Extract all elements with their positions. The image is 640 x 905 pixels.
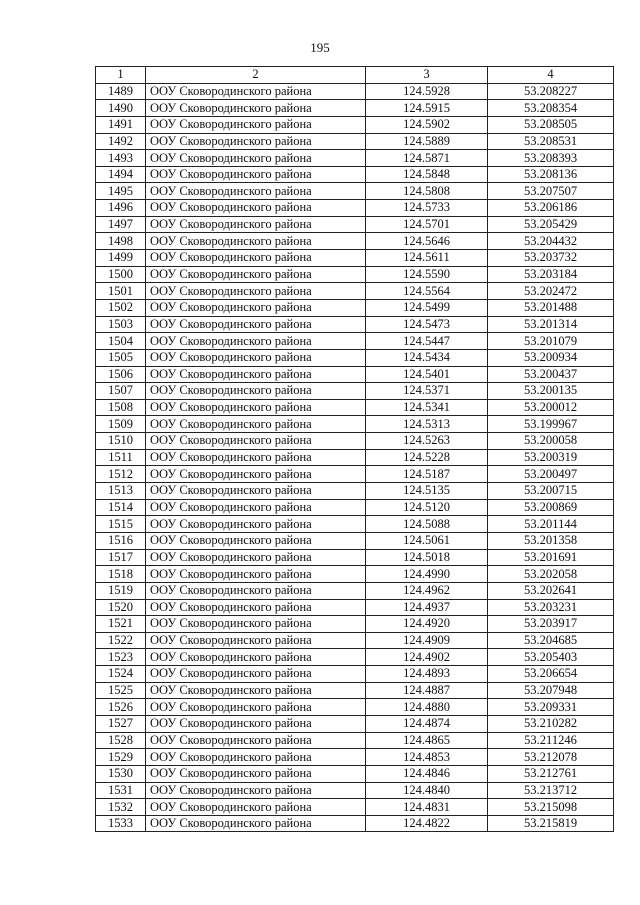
latitude-cell: 53.208505 bbox=[488, 116, 614, 133]
district-name-cell: ООУ Сковородинского района bbox=[146, 166, 366, 183]
table-row bbox=[96, 366, 614, 383]
longitude-cell: 124.5848 bbox=[366, 166, 488, 183]
latitude-cell: 53.200715 bbox=[488, 483, 614, 500]
longitude-cell: 124.5187 bbox=[366, 466, 488, 483]
row-number-cell: 1502 bbox=[96, 299, 146, 316]
latitude-cell: 53.200497 bbox=[488, 466, 614, 483]
longitude-cell: 124.4840 bbox=[366, 782, 488, 799]
district-name-cell: ООУ Сковородинского района bbox=[146, 715, 366, 732]
row-number-cell: 1510 bbox=[96, 433, 146, 450]
row-number-cell: 1522 bbox=[96, 632, 146, 649]
column-header: 2 bbox=[146, 67, 366, 84]
latitude-cell: 53.201488 bbox=[488, 299, 614, 316]
latitude-cell: 53.199967 bbox=[488, 416, 614, 433]
latitude-cell: 53.210282 bbox=[488, 715, 614, 732]
longitude-cell: 124.5733 bbox=[366, 200, 488, 217]
latitude-cell: 53.201079 bbox=[488, 333, 614, 350]
longitude-cell: 124.5564 bbox=[366, 283, 488, 300]
row-number-cell: 1494 bbox=[96, 166, 146, 183]
longitude-cell: 124.5263 bbox=[366, 433, 488, 450]
column-header: 3 bbox=[366, 67, 488, 84]
longitude-cell: 124.5473 bbox=[366, 316, 488, 333]
longitude-cell: 124.5590 bbox=[366, 266, 488, 283]
district-name-cell: ООУ Сковородинского района bbox=[146, 566, 366, 583]
district-name-cell: ООУ Сковородинского района bbox=[146, 200, 366, 217]
table-row bbox=[96, 316, 614, 333]
latitude-cell: 53.208393 bbox=[488, 150, 614, 167]
row-number-cell: 1509 bbox=[96, 416, 146, 433]
longitude-cell: 124.5447 bbox=[366, 333, 488, 350]
latitude-cell: 53.203917 bbox=[488, 616, 614, 633]
table-row bbox=[96, 699, 614, 716]
district-name-cell: ООУ Сковородинского района bbox=[146, 499, 366, 516]
district-name-cell: ООУ Сковородинского района bbox=[146, 782, 366, 799]
latitude-cell: 53.200012 bbox=[488, 399, 614, 416]
table-row bbox=[96, 266, 614, 283]
longitude-cell: 124.5061 bbox=[366, 532, 488, 549]
latitude-cell: 53.208136 bbox=[488, 166, 614, 183]
longitude-cell: 124.5915 bbox=[366, 100, 488, 117]
longitude-cell: 124.5646 bbox=[366, 233, 488, 250]
district-name-cell: ООУ Сковородинского района bbox=[146, 299, 366, 316]
district-name-cell: ООУ Сковородинского района bbox=[146, 666, 366, 683]
longitude-cell: 124.4880 bbox=[366, 699, 488, 716]
district-name-cell: ООУ Сковородинского района bbox=[146, 349, 366, 366]
latitude-cell: 53.205429 bbox=[488, 216, 614, 233]
longitude-cell: 124.5401 bbox=[366, 366, 488, 383]
latitude-cell: 53.204432 bbox=[488, 233, 614, 250]
latitude-cell: 53.205403 bbox=[488, 649, 614, 666]
latitude-cell: 53.202058 bbox=[488, 566, 614, 583]
latitude-cell: 53.201358 bbox=[488, 532, 614, 549]
table-row bbox=[96, 116, 614, 133]
longitude-cell: 124.4865 bbox=[366, 732, 488, 749]
district-name-cell: ООУ Сковородинского района bbox=[146, 183, 366, 200]
row-number-cell: 1491 bbox=[96, 116, 146, 133]
longitude-cell: 124.5120 bbox=[366, 499, 488, 516]
table-row bbox=[96, 749, 614, 766]
row-number-cell: 1526 bbox=[96, 699, 146, 716]
longitude-cell: 124.5871 bbox=[366, 150, 488, 167]
table-row bbox=[96, 466, 614, 483]
district-name-cell: ООУ Сковородинского района bbox=[146, 83, 366, 100]
district-name-cell: ООУ Сковородинского района bbox=[146, 699, 366, 716]
longitude-cell: 124.5088 bbox=[366, 516, 488, 533]
table-row bbox=[96, 666, 614, 683]
district-name-cell: ООУ Сковородинского района bbox=[146, 815, 366, 832]
table-row bbox=[96, 233, 614, 250]
table-row bbox=[96, 499, 614, 516]
longitude-cell: 124.5928 bbox=[366, 83, 488, 100]
district-name-cell: ООУ Сковородинского района bbox=[146, 399, 366, 416]
latitude-cell: 53.211246 bbox=[488, 732, 614, 749]
table-row bbox=[96, 200, 614, 217]
row-number-cell: 1517 bbox=[96, 549, 146, 566]
district-name-cell: ООУ Сковородинского района bbox=[146, 765, 366, 782]
latitude-cell: 53.212761 bbox=[488, 765, 614, 782]
longitude-cell: 124.5313 bbox=[366, 416, 488, 433]
latitude-cell: 53.203231 bbox=[488, 599, 614, 616]
latitude-cell: 53.204685 bbox=[488, 632, 614, 649]
column-header: 1 bbox=[96, 67, 146, 84]
longitude-cell: 124.4831 bbox=[366, 799, 488, 816]
district-name-cell: ООУ Сковородинского района bbox=[146, 749, 366, 766]
table-row bbox=[96, 799, 614, 816]
district-name-cell: ООУ Сковородинского района bbox=[146, 316, 366, 333]
longitude-cell: 124.4874 bbox=[366, 715, 488, 732]
row-number-cell: 1516 bbox=[96, 532, 146, 549]
table-row bbox=[96, 150, 614, 167]
row-number-cell: 1523 bbox=[96, 649, 146, 666]
table-row bbox=[96, 433, 614, 450]
table-row bbox=[96, 582, 614, 599]
row-number-cell: 1508 bbox=[96, 399, 146, 416]
row-number-cell: 1530 bbox=[96, 765, 146, 782]
row-number-cell: 1496 bbox=[96, 200, 146, 217]
row-number-cell: 1515 bbox=[96, 516, 146, 533]
district-name-cell: ООУ Сковородинского района bbox=[146, 649, 366, 666]
row-number-cell: 1521 bbox=[96, 616, 146, 633]
latitude-cell: 53.209331 bbox=[488, 699, 614, 716]
table-row bbox=[96, 649, 614, 666]
table-row bbox=[96, 133, 614, 150]
row-number-cell: 1525 bbox=[96, 682, 146, 699]
row-number-cell: 1532 bbox=[96, 799, 146, 816]
latitude-cell: 53.206186 bbox=[488, 200, 614, 217]
longitude-cell: 124.5701 bbox=[366, 216, 488, 233]
row-number-cell: 1527 bbox=[96, 715, 146, 732]
latitude-cell: 53.200869 bbox=[488, 499, 614, 516]
longitude-cell: 124.4937 bbox=[366, 599, 488, 616]
latitude-cell: 53.202641 bbox=[488, 582, 614, 599]
longitude-cell: 124.4902 bbox=[366, 649, 488, 666]
latitude-cell: 53.201691 bbox=[488, 549, 614, 566]
district-name-cell: ООУ Сковородинского района bbox=[146, 516, 366, 533]
table-row bbox=[96, 483, 614, 500]
row-number-cell: 1493 bbox=[96, 150, 146, 167]
longitude-cell: 124.4853 bbox=[366, 749, 488, 766]
longitude-cell: 124.5018 bbox=[366, 549, 488, 566]
table-row bbox=[96, 333, 614, 350]
district-name-cell: ООУ Сковородинского района bbox=[146, 433, 366, 450]
latitude-cell: 53.208354 bbox=[488, 100, 614, 117]
latitude-cell: 53.207507 bbox=[488, 183, 614, 200]
table-row bbox=[96, 549, 614, 566]
district-name-cell: ООУ Сковородинского района bbox=[146, 366, 366, 383]
longitude-cell: 124.4887 bbox=[366, 682, 488, 699]
coordinates-table bbox=[95, 66, 614, 832]
district-name-cell: ООУ Сковородинского района bbox=[146, 616, 366, 633]
latitude-cell: 53.201314 bbox=[488, 316, 614, 333]
row-number-cell: 1498 bbox=[96, 233, 146, 250]
latitude-cell: 53.200135 bbox=[488, 383, 614, 400]
district-name-cell: ООУ Сковородинского района bbox=[146, 532, 366, 549]
district-name-cell: ООУ Сковородинского района bbox=[146, 483, 366, 500]
table-row bbox=[96, 566, 614, 583]
row-number-cell: 1499 bbox=[96, 250, 146, 267]
table-row bbox=[96, 283, 614, 300]
longitude-cell: 124.5808 bbox=[366, 183, 488, 200]
latitude-cell: 53.202472 bbox=[488, 283, 614, 300]
row-number-cell: 1489 bbox=[96, 83, 146, 100]
row-number-cell: 1514 bbox=[96, 499, 146, 516]
longitude-cell: 124.4893 bbox=[366, 666, 488, 683]
table-row bbox=[96, 782, 614, 799]
table-row bbox=[96, 83, 614, 100]
district-name-cell: ООУ Сковородинского района bbox=[146, 449, 366, 466]
latitude-cell: 53.215098 bbox=[488, 799, 614, 816]
district-name-cell: ООУ Сковородинского района bbox=[146, 333, 366, 350]
table-row bbox=[96, 532, 614, 549]
row-number-cell: 1528 bbox=[96, 732, 146, 749]
row-number-cell: 1490 bbox=[96, 100, 146, 117]
table-row bbox=[96, 765, 614, 782]
longitude-cell: 124.5889 bbox=[366, 133, 488, 150]
table-row bbox=[96, 732, 614, 749]
row-number-cell: 1519 bbox=[96, 582, 146, 599]
longitude-cell: 124.5434 bbox=[366, 349, 488, 366]
district-name-cell: ООУ Сковородинского района bbox=[146, 682, 366, 699]
row-number-cell: 1500 bbox=[96, 266, 146, 283]
table-row bbox=[96, 599, 614, 616]
table-row bbox=[96, 250, 614, 267]
table-row bbox=[96, 682, 614, 699]
table-row bbox=[96, 399, 614, 416]
longitude-cell: 124.5228 bbox=[366, 449, 488, 466]
latitude-cell: 53.200934 bbox=[488, 349, 614, 366]
longitude-cell: 124.5371 bbox=[366, 383, 488, 400]
latitude-cell: 53.200437 bbox=[488, 366, 614, 383]
district-name-cell: ООУ Сковородинского района bbox=[146, 416, 366, 433]
table-row bbox=[96, 449, 614, 466]
latitude-cell: 53.206654 bbox=[488, 666, 614, 683]
district-name-cell: ООУ Сковородинского района bbox=[146, 133, 366, 150]
row-number-cell: 1533 bbox=[96, 815, 146, 832]
district-name-cell: ООУ Сковородинского района bbox=[146, 799, 366, 816]
table-row bbox=[96, 183, 614, 200]
longitude-cell: 124.5902 bbox=[366, 116, 488, 133]
longitude-cell: 124.4909 bbox=[366, 632, 488, 649]
district-name-cell: ООУ Сковородинского района bbox=[146, 599, 366, 616]
table-row bbox=[96, 516, 614, 533]
column-header: 4 bbox=[488, 67, 614, 84]
table-row bbox=[96, 299, 614, 316]
row-number-cell: 1531 bbox=[96, 782, 146, 799]
row-number-cell: 1492 bbox=[96, 133, 146, 150]
longitude-cell: 124.4920 bbox=[366, 616, 488, 633]
district-name-cell: ООУ Сковородинского района bbox=[146, 383, 366, 400]
district-name-cell: ООУ Сковородинского района bbox=[146, 116, 366, 133]
row-number-cell: 1503 bbox=[96, 316, 146, 333]
longitude-cell: 124.4846 bbox=[366, 765, 488, 782]
latitude-cell: 53.208531 bbox=[488, 133, 614, 150]
table-row bbox=[96, 166, 614, 183]
latitude-cell: 53.215819 bbox=[488, 815, 614, 832]
row-number-cell: 1518 bbox=[96, 566, 146, 583]
latitude-cell: 53.200058 bbox=[488, 433, 614, 450]
latitude-cell: 53.201144 bbox=[488, 516, 614, 533]
row-number-cell: 1495 bbox=[96, 183, 146, 200]
latitude-cell: 53.208227 bbox=[488, 83, 614, 100]
row-number-cell: 1501 bbox=[96, 283, 146, 300]
longitude-cell: 124.5499 bbox=[366, 299, 488, 316]
latitude-cell: 53.203184 bbox=[488, 266, 614, 283]
row-number-cell: 1504 bbox=[96, 333, 146, 350]
table-row bbox=[96, 815, 614, 832]
row-number-cell: 1505 bbox=[96, 349, 146, 366]
row-number-cell: 1511 bbox=[96, 449, 146, 466]
longitude-cell: 124.4990 bbox=[366, 566, 488, 583]
page-number: 195 bbox=[310, 40, 330, 55]
table-body bbox=[96, 83, 614, 832]
district-name-cell: ООУ Сковородинского района bbox=[146, 732, 366, 749]
district-name-cell: ООУ Сковородинского района bbox=[146, 582, 366, 599]
row-number-cell: 1520 bbox=[96, 599, 146, 616]
district-name-cell: ООУ Сковородинского района bbox=[146, 266, 366, 283]
longitude-cell: 124.5135 bbox=[366, 483, 488, 500]
table-row bbox=[96, 383, 614, 400]
latitude-cell: 53.200319 bbox=[488, 449, 614, 466]
row-number-cell: 1512 bbox=[96, 466, 146, 483]
row-number-cell: 1513 bbox=[96, 483, 146, 500]
row-number-cell: 1507 bbox=[96, 383, 146, 400]
latitude-cell: 53.207948 bbox=[488, 682, 614, 699]
table-row bbox=[96, 416, 614, 433]
latitude-cell: 53.213712 bbox=[488, 782, 614, 799]
district-name-cell: ООУ Сковородинского района bbox=[146, 233, 366, 250]
district-name-cell: ООУ Сковородинского района bbox=[146, 632, 366, 649]
longitude-cell: 124.4822 bbox=[366, 815, 488, 832]
longitude-cell: 124.5341 bbox=[366, 399, 488, 416]
table-header-row bbox=[96, 67, 614, 84]
table-row bbox=[96, 100, 614, 117]
row-number-cell: 1506 bbox=[96, 366, 146, 383]
district-name-cell: ООУ Сковородинского района bbox=[146, 549, 366, 566]
row-number-cell: 1524 bbox=[96, 666, 146, 683]
district-name-cell: ООУ Сковородинского района bbox=[146, 100, 366, 117]
table-row bbox=[96, 216, 614, 233]
district-name-cell: ООУ Сковородинского района bbox=[146, 250, 366, 267]
row-number-cell: 1497 bbox=[96, 216, 146, 233]
district-name-cell: ООУ Сковородинского района bbox=[146, 466, 366, 483]
district-name-cell: ООУ Сковородинского района bbox=[146, 150, 366, 167]
latitude-cell: 53.203732 bbox=[488, 250, 614, 267]
row-number-cell: 1529 bbox=[96, 749, 146, 766]
table-row bbox=[96, 715, 614, 732]
table-row bbox=[96, 632, 614, 649]
longitude-cell: 124.4962 bbox=[366, 582, 488, 599]
longitude-cell: 124.5611 bbox=[366, 250, 488, 267]
table-row bbox=[96, 349, 614, 366]
district-name-cell: ООУ Сковородинского района bbox=[146, 216, 366, 233]
latitude-cell: 53.212078 bbox=[488, 749, 614, 766]
table-row bbox=[96, 616, 614, 633]
district-name-cell: ООУ Сковородинского района bbox=[146, 283, 366, 300]
